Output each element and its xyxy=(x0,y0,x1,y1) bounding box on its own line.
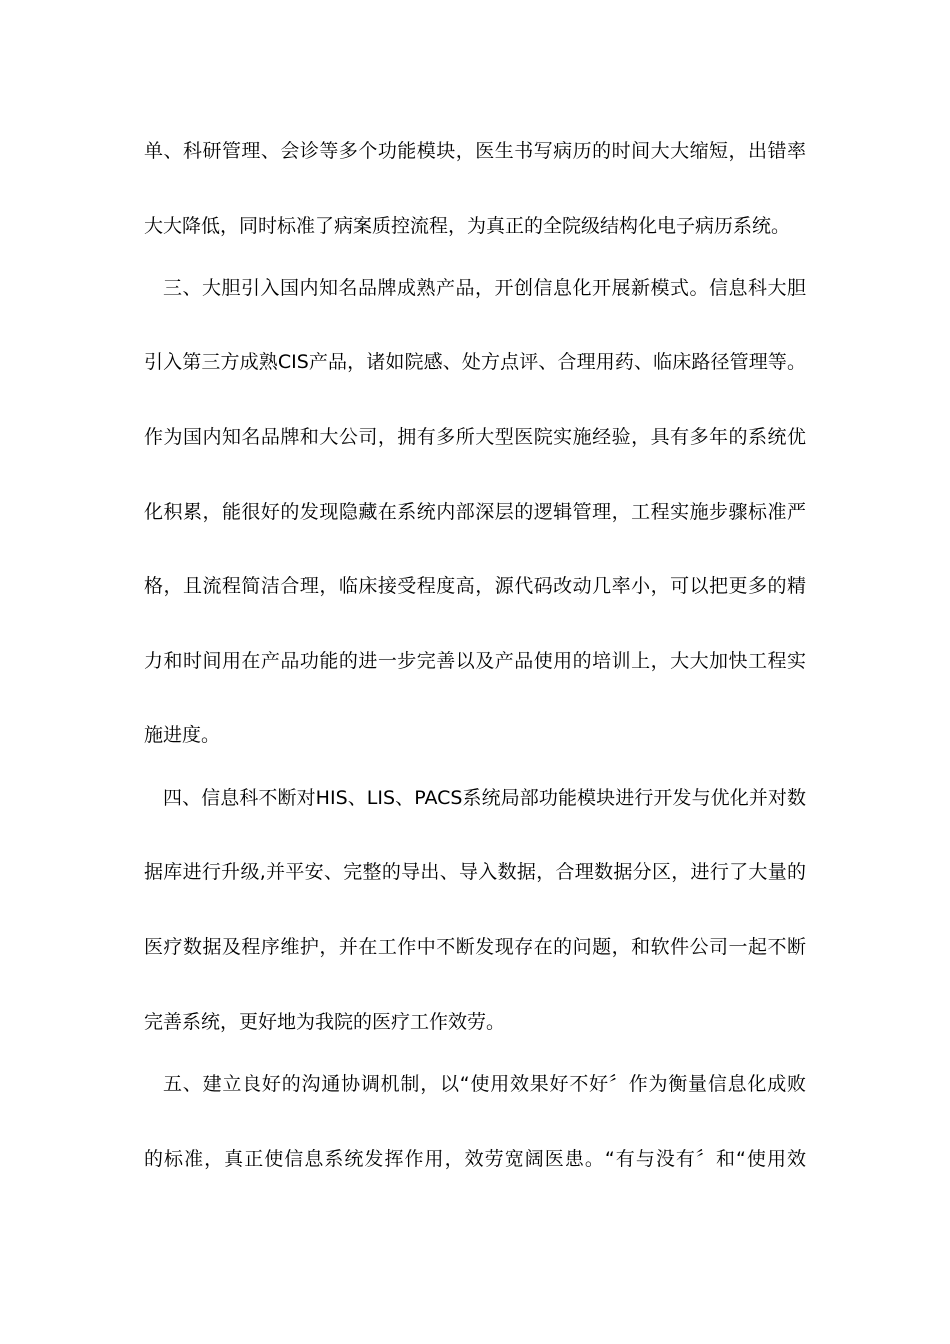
text-line-12: 医疗数据及程序维护，并在工作中不断发现存在的问题，和软件公司一起不断 xyxy=(144,936,806,958)
text-line-6: 化积累，能很好的发现隐藏在系统内部深层的逻辑管理，工程实施步骤标准严 xyxy=(144,501,806,523)
text-line-1: 单、科研管理、会诊等多个功能模块，医生书写病历的时间大大缩短，出错率 xyxy=(144,140,806,162)
text-line-11: 据库进行升级,并平安、完整的导出、导入数据，合理数据分区，进行了大量的 xyxy=(144,861,806,883)
text-line-9: 施进度。 xyxy=(144,724,221,746)
text-line-15: 的标准，真正使信息系统发挥作用，效劳宽阔医患。“有与没有〞和“使用效 xyxy=(144,1148,806,1170)
text-line-8: 力和时间用在产品功能的进一步完善以及产品使用的培训上，大大加快工程实 xyxy=(144,650,806,672)
text-line-14: 五、建立良好的沟通协调机制，以“使用效果好不好〞作为衡量信息化成败 xyxy=(163,1073,806,1095)
text-line-4: 引入第三方成熟CIS产品，诸如院感、处方点评、合理用药、临床路径管理等。 xyxy=(144,351,806,373)
text-line-2: 大大降低，同时标准了病案质控流程，为真正的全院级结构化电子病历系统。 xyxy=(144,215,791,237)
text-line-7: 格，且流程简洁合理，临床接受程度高，源代码改动几率小，可以把更多的精 xyxy=(144,575,806,597)
text-line-10: 四、信息科不断对HIS、LIS、PACS系统局部功能模块进行开发与优化并对数 xyxy=(163,787,806,809)
text-line-3: 三、大胆引入国内知名品牌成熟产品，开创信息化开展新模式。信息科大胆 xyxy=(163,277,806,299)
text-line-13: 完善系统，更好地为我院的医疗工作效劳。 xyxy=(144,1011,506,1033)
text-line-5: 作为国内知名品牌和大公司，拥有多所大型医院实施经验，具有多年的系统优 xyxy=(144,426,806,448)
